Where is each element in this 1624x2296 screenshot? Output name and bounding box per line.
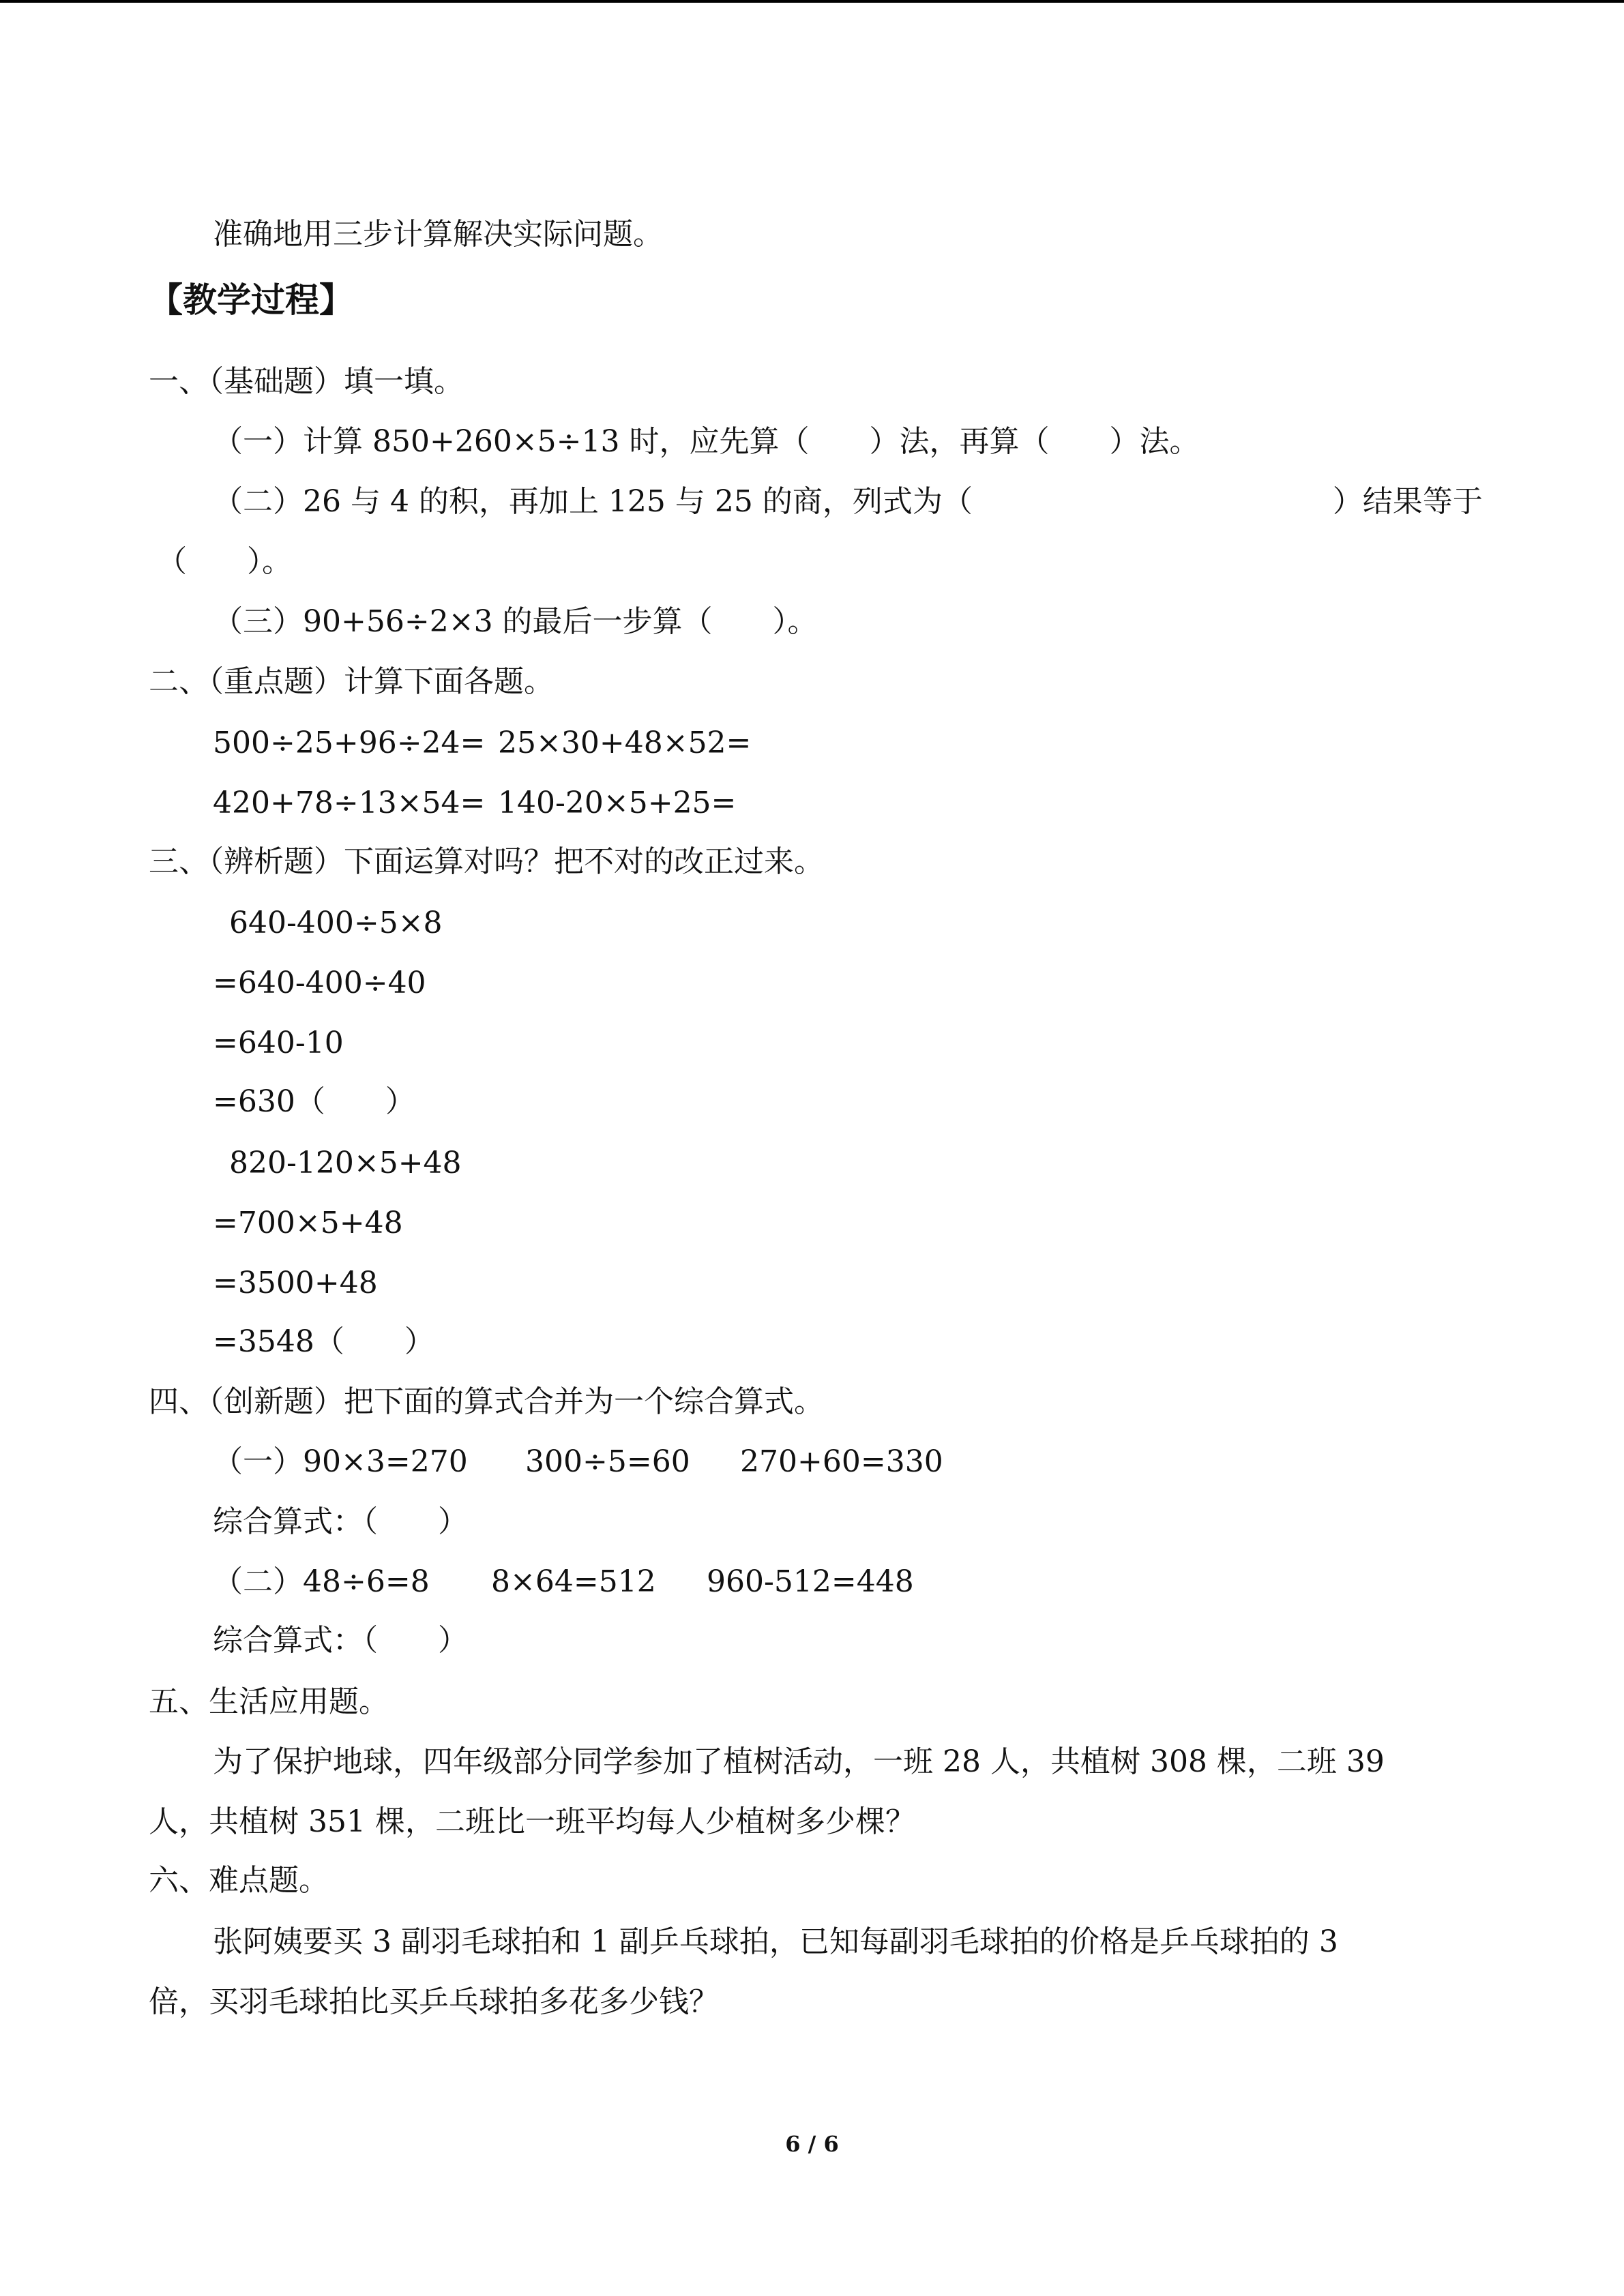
page-number: 6 / 6 — [785, 2131, 839, 2157]
q3-b-step1: =700×5+48 — [213, 1206, 403, 1240]
q1-item2-line2: （ ）。 — [157, 544, 292, 579]
q6-heading: 六、难点题。 — [149, 1863, 329, 1898]
q3-heading: 三、（辨析题）下面运算对吗？把不对的改正过来。 — [149, 844, 824, 879]
top-rule — [0, 0, 1624, 3]
q3-b-step2: =3500+48 — [213, 1266, 378, 1300]
q6-line1: 张阿姨要买 3 副羽毛球拍和 1 副乒乓球拍，已知每副羽毛球拍的价格是乒乓球拍的 3 — [213, 1924, 1338, 1959]
q2-row2-a: 420+78÷13×54= — [213, 786, 486, 820]
q3-a-step2: =640-10 — [213, 1026, 344, 1060]
q4-item1-c: 270+60=330 — [740, 1444, 943, 1479]
section-title: 【教学过程】 — [149, 280, 353, 320]
q3-b-step3: =3548（ ） — [213, 1324, 434, 1359]
q1-item1: （一）计算 850+260×5÷13 时，应先算（ ）法，再算（ ）法。 — [213, 424, 1200, 459]
q4-item2-label: （二）48÷6=8 — [213, 1564, 430, 1599]
q5-heading: 五、生活应用题。 — [149, 1684, 389, 1719]
q3-a-expr: 640-400÷5×8 — [229, 906, 443, 940]
intro-line: 准确地用三步计算解决实际问题。 — [213, 217, 663, 252]
q4-item1-answer: 综合算式：（ ） — [213, 1504, 468, 1539]
q5-line2: 人，共植树 351 棵，二班比一班平均每人少植树多少棵？ — [149, 1804, 915, 1839]
q3-a-step3: =630（ ） — [213, 1084, 415, 1119]
q2-row1-b: 25×30+48×52= — [498, 726, 752, 760]
q1-heading: 一、（基础题）填一填。 — [149, 364, 464, 399]
q4-item2-answer: 综合算式：（ ） — [213, 1623, 468, 1658]
q1-item2-line1: （二）26 与 4 的积，再加上 125 与 25 的商，列式为（ ）结果等于 — [213, 484, 1483, 519]
q2-row2-b: 140-20×5+25= — [498, 786, 737, 820]
q1-item3: （三）90+56÷2×3 的最后一步算（ ）。 — [213, 604, 818, 639]
q4-item2-b: 8×64=512 — [491, 1564, 656, 1599]
q2-heading: 二、（重点题）计算下面各题。 — [149, 664, 554, 699]
q3-b-expr: 820-120×5+48 — [229, 1146, 462, 1180]
q4-heading: 四、（创新题）把下面的算式合并为一个综合算式。 — [149, 1384, 824, 1419]
q5-line1: 为了保护地球，四年级部分同学参加了植树活动，一班 28 人，共植树 308 棵，二班 39 — [213, 1744, 1385, 1779]
q2-row1-a: 500÷25+96÷24= — [213, 726, 486, 760]
q4-item1-b: 300÷5=60 — [525, 1444, 690, 1479]
q4-item1-label: （一）90×3=270 — [213, 1444, 468, 1479]
q3-a-step1: =640-400÷40 — [213, 966, 426, 1000]
q6-line2: 倍，买羽毛球拍比买乒乓球拍多花多少钱？ — [149, 1984, 719, 2019]
q4-item2-c: 960-512=448 — [707, 1564, 914, 1599]
